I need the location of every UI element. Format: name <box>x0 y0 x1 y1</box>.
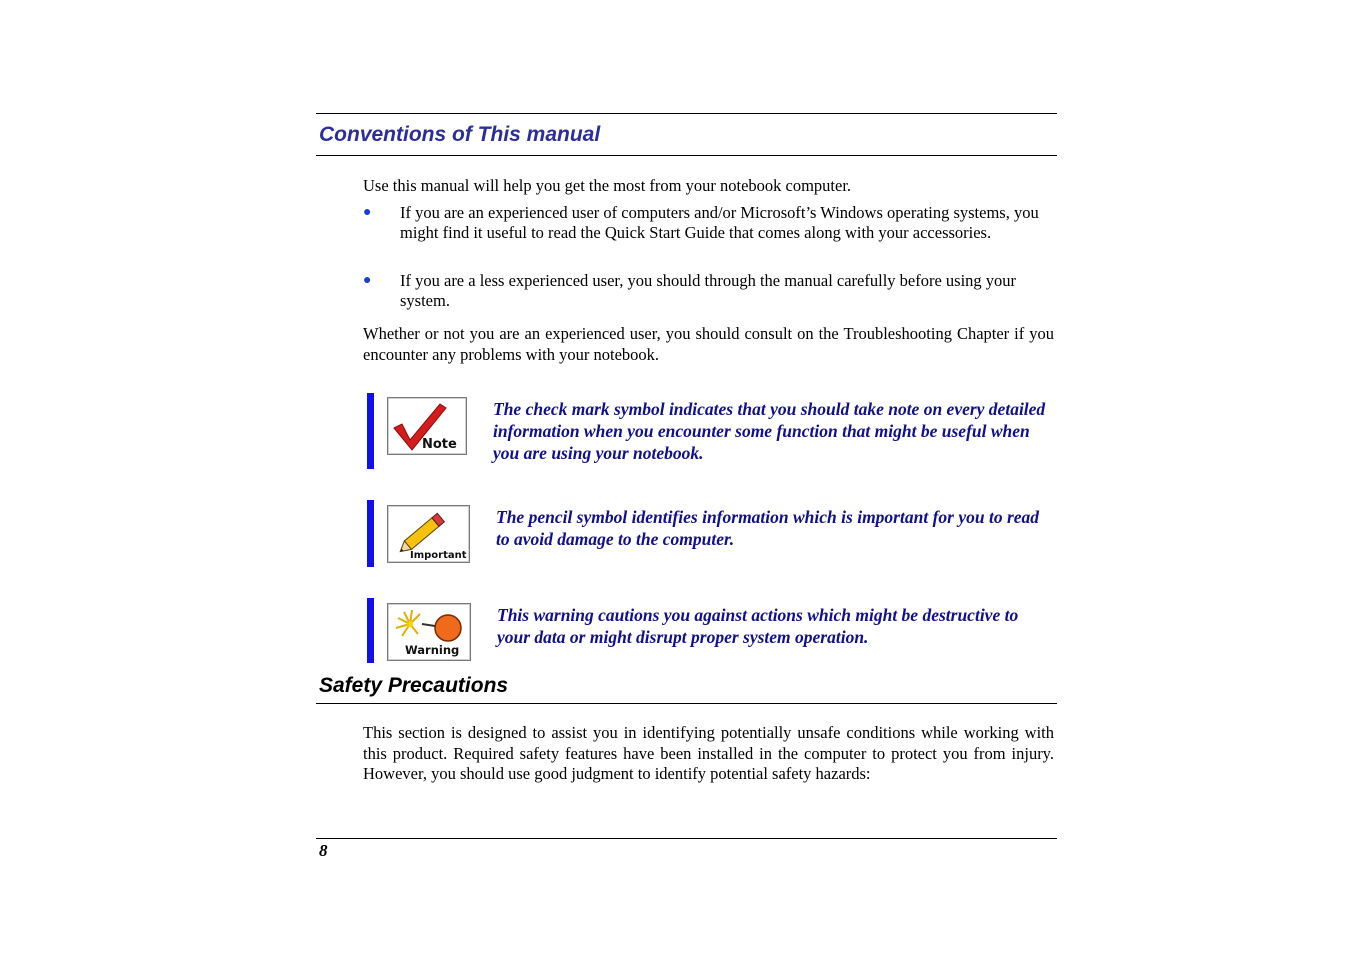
conventions-heading-rule <box>316 155 1057 156</box>
note-callout-bar <box>367 393 374 469</box>
top-rule <box>316 113 1057 114</box>
warning-icon-label: Warning <box>405 643 460 657</box>
conventions-closing: Whether or not you are an experienced user, you should consult on the Troubleshooting Chapter if you encounter any problems with your notebook. <box>363 324 1054 364</box>
safety-body: This section is designed to assist you in identifying potentially unsafe conditions while working with this product. Required safety features have been installed in the computer to protect you from injury. However, you should use good judgment to identify potential safety hazards: <box>363 723 1054 783</box>
important-callout-text: The pencil symbol identifies information which is important for you to read to avoid damage to the computer. <box>496 507 1040 549</box>
warning-callout-bar <box>367 598 374 663</box>
important-pencil-icon <box>387 505 470 563</box>
note-callout-text: The check mark symbol indicates that you should take note on every detailed information when you encounter some function that might be useful when you are using your notebook. <box>493 399 1046 463</box>
important-callout-bar <box>367 500 374 567</box>
safety-heading: Safety Precautions <box>319 674 509 697</box>
warning-callout-text: This warning cautions you against actions which might be destructive to your data or might disrupt proper system operation. <box>497 605 1019 647</box>
list-item <box>363 271 1054 311</box>
bullet-icon: ● <box>363 205 372 220</box>
list-item <box>363 203 1054 243</box>
footer-rule <box>316 838 1057 839</box>
important-icon-label: Important <box>410 550 467 561</box>
list-item-text: If you are a less experienced user, you should through the manual carefully before using your system. <box>400 271 1017 310</box>
safety-heading-rule <box>316 703 1057 704</box>
conventions-intro: Use this manual will help you get the most from your notebook computer. <box>363 176 852 195</box>
warning-bomb-icon <box>387 603 471 661</box>
note-checkmark-icon <box>387 397 467 455</box>
bullet-icon: ● <box>363 273 372 288</box>
note-icon-label: Note <box>422 437 457 452</box>
page-number: 8 <box>319 841 328 860</box>
conventions-heading: Conventions of This manual <box>319 123 601 146</box>
list-item-text: If you are an experienced user of computers and/or Microsoft’s Windows operating systems, you might find it useful to read the Quick Start Guide that comes along with your accessories. <box>400 203 1039 242</box>
